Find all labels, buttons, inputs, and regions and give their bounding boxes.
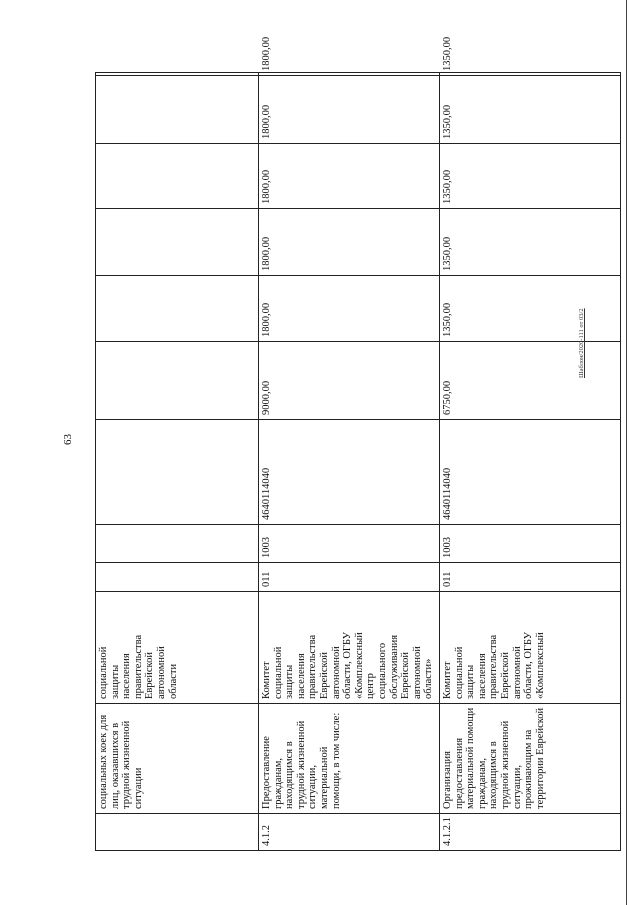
cell-line: защиты	[109, 664, 121, 699]
cell-line: предоставления	[453, 737, 465, 809]
cell-line: области, ОГБУ	[523, 631, 535, 699]
table-row	[440, 73, 621, 851]
cell-grbs	[96, 563, 259, 592]
cell-y5	[96, 73, 259, 76]
cell-name	[440, 704, 621, 814]
cell-line: защиты	[465, 664, 477, 699]
cell-rzpr: 1003	[259, 525, 440, 563]
cell-y2: 1350,00	[440, 209, 621, 276]
cell-line: Организация	[442, 751, 453, 809]
cell-line: Еврейской	[144, 652, 156, 699]
cell-grbs: 011	[259, 563, 440, 592]
cell-line: защиты	[284, 664, 296, 699]
cell-line: автономной	[411, 646, 423, 699]
cell-y4	[96, 76, 259, 144]
cell-csr	[96, 420, 259, 525]
cell-line: находящимся в	[284, 741, 296, 809]
cell-line: области»	[423, 658, 435, 699]
cell-line: гражданам,	[476, 757, 488, 809]
table-row	[259, 73, 440, 851]
cell-line: социальной	[272, 646, 284, 699]
cell-total: 6750,00	[440, 342, 621, 420]
cell-line: «Комплексный	[534, 632, 546, 699]
cell-line: Еврейской	[318, 652, 330, 699]
cell-y3: 1800,00	[259, 144, 440, 209]
cell-y1: 1350,00	[440, 276, 621, 342]
cell-line: территории Еврейской	[534, 707, 546, 809]
cell-line: Еврейской	[400, 652, 412, 699]
cell-y5: 1800,00	[259, 73, 440, 76]
cell-executor	[96, 592, 259, 704]
cell-line: правительства	[132, 634, 144, 699]
cell-executor	[440, 592, 621, 704]
cell-line: трудной жизненной	[499, 720, 511, 809]
rotated-table-area	[95, 36, 620, 848]
cell-line: социальных коек для	[98, 714, 109, 809]
cell-line: социального	[376, 642, 388, 699]
cell-line: лиц, оказавшихся в	[109, 722, 121, 809]
cell-rzpr	[96, 525, 259, 563]
cell-line: трудной жизненной	[295, 720, 307, 809]
cell-line: Предоставление	[261, 736, 272, 809]
cell-total	[96, 342, 259, 420]
footer-note: Шаблон/2020-111 от 03/2	[578, 308, 585, 378]
cell-line: трудной жизненной	[121, 720, 133, 809]
cell-y4: 1350,00	[440, 76, 621, 144]
cell-rzpr: 1003	[440, 525, 621, 563]
cell-line: материальной помощи	[465, 707, 477, 809]
cell-line: обслуживания	[388, 634, 400, 699]
cell-y2	[96, 209, 259, 276]
cell-y3: 1350,00	[440, 144, 621, 209]
cell-line: Еврейской	[499, 652, 511, 699]
cell-y1	[96, 276, 259, 342]
cell-line: населения	[121, 653, 133, 699]
page-number: 63	[62, 434, 74, 445]
cell-line: Комитет	[442, 661, 453, 699]
cell-grbs: 011	[440, 563, 621, 592]
cell-line: автономной	[330, 646, 342, 699]
cell-csr: 4640114040	[440, 420, 621, 525]
cell-y2: 1800,00	[259, 209, 440, 276]
cell-line: гражданам,	[272, 757, 284, 809]
cell-y3	[96, 144, 259, 209]
cell-line: центр	[365, 673, 377, 699]
cell-line: области, ОГБУ	[342, 631, 354, 699]
cell-line: социальной	[453, 646, 465, 699]
cell-line: правительства	[488, 634, 500, 699]
cell-line: автономной	[155, 646, 167, 699]
cell-line: автономной	[511, 646, 523, 699]
cell-line: ситуации	[132, 767, 144, 809]
cell-y5: 1350,00	[440, 73, 621, 76]
cell-num: 4.1.2.1	[440, 814, 621, 851]
cell-y1: 1800,00	[259, 276, 440, 342]
cell-line: материальной	[318, 746, 330, 809]
cell-line: ситуации,	[307, 765, 319, 809]
cell-name	[259, 704, 440, 814]
cell-executor	[259, 592, 440, 704]
cell-name	[96, 704, 259, 814]
cell-line: правительства	[307, 634, 319, 699]
cell-line: «Комплексный	[353, 632, 365, 699]
cell-line: Комитет	[261, 661, 272, 699]
cell-total: 9000,00	[259, 342, 440, 420]
cell-num: 4.1.2	[259, 814, 440, 851]
page-edge-line	[626, 0, 627, 905]
cell-line: области	[167, 663, 179, 699]
table-row	[96, 73, 259, 851]
cell-line: социальной	[98, 646, 109, 699]
cell-line: проживающим на	[523, 729, 535, 809]
cell-csr: 4640114040	[259, 420, 440, 525]
cell-line: находящимся в	[488, 741, 500, 809]
cell-line: населения	[295, 653, 307, 699]
cell-line: ситуации,	[511, 765, 523, 809]
cell-line: помощи, в том числе:	[330, 712, 342, 809]
cell-y4: 1800,00	[259, 76, 440, 144]
cell-num	[96, 814, 259, 851]
program-table	[95, 36, 621, 851]
cell-line: населения	[476, 653, 488, 699]
